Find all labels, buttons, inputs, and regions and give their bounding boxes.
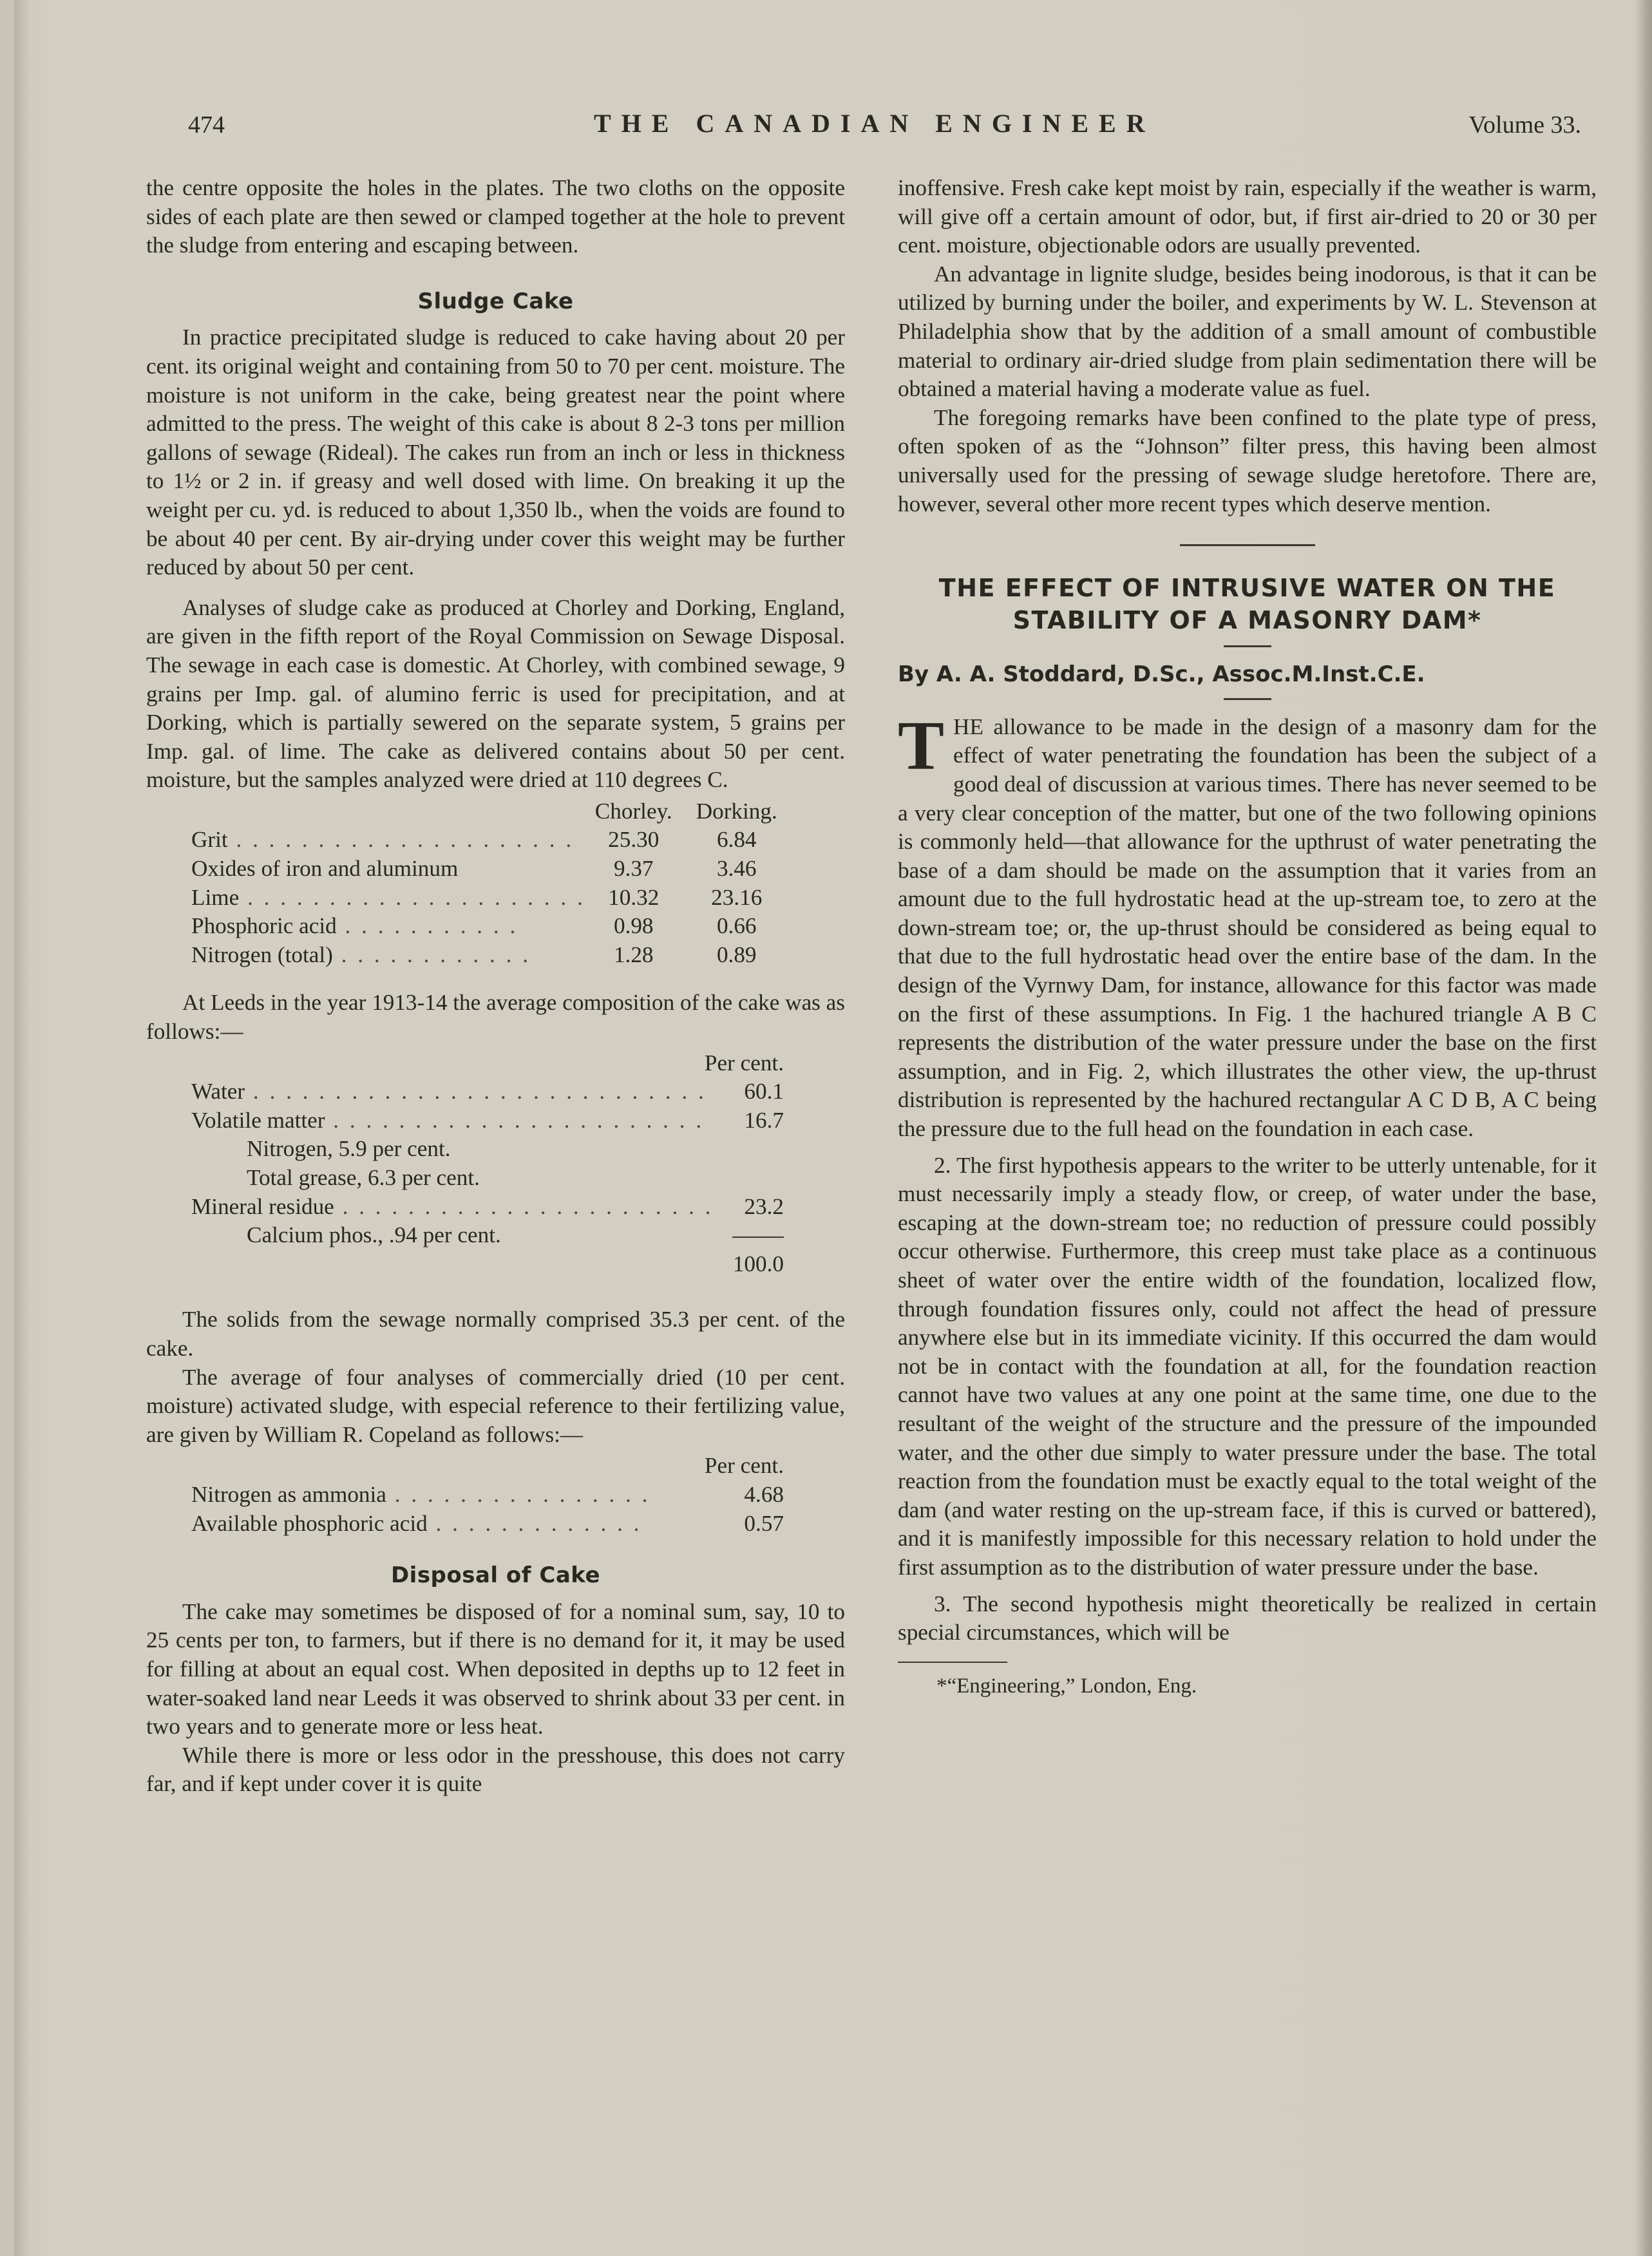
dorking-value: 6.84	[716, 827, 757, 853]
lignite-paragraph: An advantage in lignite sludge, besides being inodorous, is that it can be utilized by burning under the boiler, and experiments by W. L. Stevenson at Philadelphia show that by the addition of a small amount of combustible material to ordinary air-dried sludge from plain sedimentation there will be obtained a material having a moderate value as fuel.	[898, 261, 1597, 402]
article-byline: By A. A. Stoddard, D.Sc., Assoc.M.Inst.C.E.	[898, 661, 1425, 688]
dorking-value: 0.89	[716, 942, 757, 967]
foregoing-paragraph: The foregoing remarks have been confined to the plate type of press, often spoken of as the “Johnson” filter press, this having been almost universally used for the pressing of sewage sludge heretofore. There are, however, several other more recent types which deserve mention.	[898, 404, 1597, 517]
solids-paragraph: The solids from the sewage normally comprised 35.3 per cent. of the cake.	[146, 1307, 845, 1361]
leeds-paragraph: At Leeds in the year 1913-14 the average composition of the cake was as follows:—	[146, 990, 845, 1045]
third-paragraph: 3. The second hypothesis might theoretically be realized in certain special circumstances, which will be	[898, 1591, 1597, 1645]
sub-row	[191, 1164, 784, 1193]
volume-label: Volume 33.	[1468, 111, 1581, 138]
disposal-paragraph: The cake may sometimes be disposed of for a nominal sum, say, 10 to 25 cents per ton, to farmers, but if there is no demand for it, it may be used for filling at about an equal cost. When deposited in depths up to 12 feet in water-soaked land near Leeds it was observed to shrink about 33 per cent. in two years and to generate more or less heat.	[146, 1598, 845, 1739]
leeds-composition-table	[191, 1049, 784, 1279]
sludge-cake-paragraph: In practice precipitated sludge is reduced to cake having about 20 per cent. its original weight and containing from 50 to 70 per cent. moisture. The moisture is not uniform in the cake, being greatest near the point where admitted to the press. The weight of this cake is about 8 2-3 tons per million gallons of sewage (Rideal). The cakes run from an inch or less in thickness to 1½ or 2 in. if greasy and well dosed with lime. On breaking it up the weight per cu. yd. is reduced to about 1,350 lb., when the voids are found to be about 40 per cent. By air-drying under cover this weight may be further reduced by about 50 per cent.	[146, 325, 845, 580]
table-row: Mineral residue . . . . . . . . . . . . . . . . . . . . . . . 23.2	[191, 1193, 784, 1222]
intro-paragraph: the centre opposite the holes in the plates. The two cloths on the opposite sides of each plate are then sewed or clamped together at the hole to prevent the sludge from entering and escaping between.	[146, 175, 845, 258]
sub-row	[191, 1135, 784, 1164]
analysis-table-header	[191, 797, 792, 826]
article-title: THE EFFECT OF INTRUSIVE WATER ON THE STABILITY OF A MASONRY DAM*	[938, 574, 1556, 635]
row-value: 23.2	[744, 1193, 784, 1219]
sub-row	[191, 1221, 784, 1250]
second-paragraph: 2. The first hypothesis appears to the writer to be utterly untenable, for it must necessarily imply a steady flow, or creep, of water under the base, escaping at the down-stream toe; no reduction of pressure could possibly occur otherwise. Furthermore, this creep must take place as a continuous sheet of water over the entire width of the foundation, localized flow, through foundation fissures only, could not affect the head of pressure anywhere else but in its immediate vicinity. If this occurred the dam would not be in contact with the foundation at all, for the foundation reaction cannot have two values at any one point at the same time, one due to the resultant of the weight of the structure and the pressure of the impounded water, and the other due simply to water pressure under the base. The total reaction from the foundation must be exactly equal to the total weight of the dam (and water resting on the up-stream face, if this is curved or battered), and it is manifestly impossible for this necessary relation to hold under the first assumption as to the distribution of water pressure under the base.	[898, 1152, 1597, 1580]
copeland-paragraph: The average of four analyses of commercially dried (10 per cent. moisture) activated sludge, with especial reference to their fertilizing value, are given by William R. Copeland as follows:—	[146, 1364, 845, 1447]
row-label: Grit	[191, 827, 228, 853]
page-header	[14, 103, 1652, 142]
right-column	[898, 174, 1597, 1700]
dorking-value: 23.16	[711, 884, 763, 910]
first-paragraph	[898, 707, 1597, 1144]
footnote-rule	[898, 1662, 1007, 1663]
footnote: *“Engineering,” London, Eng.	[936, 1674, 1197, 1698]
row-label: Nitrogen as ammonia	[191, 1481, 386, 1507]
dorking-value: 0.66	[716, 913, 757, 939]
column-header-chorley: Chorley.	[594, 798, 672, 824]
row-label: Nitrogen, 5.9 per cent.	[247, 1136, 451, 1162]
table-row: Available phosphoric acid . . . . . . . . . . . . . 0.57	[191, 1510, 784, 1539]
disposal-heading: Disposal of Cake	[390, 1562, 601, 1589]
table-row: Water . . . . . . . . . . . . . . . . . . . . . . . . . . . . 60.1	[191, 1077, 784, 1106]
drop-cap: T	[898, 707, 945, 784]
first-paragraph-text: HE allowance to be made in the design of a masonry dam for the effect of water penetrating the foundation has been the subject of a good deal of discussion at various times. There has never seemed to be a very clear conception of the matter, but one of the two following opinions is commonly held—that allowance for the upthrust of water penetrating the base of a dam should be made on the assumption that it varies from an amount due to the full hydrostatic head at the up-stream toe, to zero at the down-stream toe; or, the up-thrust should be considered as being equal to that due to the full hydrostatic head over the entire base of the dam. In the design of the Vyrnwy Dam, for instance, allowance for this factor was made on the first of these assumptions. In Fig. 1 the hachured triangle A B C represents the distribution of the water pressure under the base on the first assumption, and in Fig. 2, which illustrates the other view, the up-thrust distribution is represented by the hachured rectangular A C D B, A C being the pressure due to the full head on the foundation in each case.	[898, 714, 1597, 1142]
row-label: Mineral residue	[191, 1193, 334, 1219]
sludge-cake-heading: Sludge Cake	[417, 288, 574, 314]
row-label: Oxides of iron and aluminum	[191, 856, 459, 882]
table-row: Nitrogen as ammonia . . . . . . . . . . . . . . . . 4.68	[191, 1481, 784, 1510]
table-row	[191, 855, 792, 884]
row-label: Calcium phos., .94 per cent.	[247, 1222, 501, 1248]
table-row: Volatile matter . . . . . . . . . . . . . . . . . . . . . . . 16.7	[191, 1106, 784, 1135]
row-value: 0.57	[744, 1510, 784, 1536]
continuation-paragraph: inoffensive. Fresh cake kept moist by rain, especially if the weather is warm, will give off a certain amount of odor, but, if first air-dried to 20 or 30 per cent. moisture, objectionable odors are usually prevented.	[898, 175, 1597, 258]
odor-paragraph: While there is more or less odor in the presshouse, this does not carry far, and if kept under cover it is quite	[146, 1742, 845, 1797]
chorley-value: 1.28	[613, 942, 654, 967]
row-label: Water	[191, 1079, 245, 1104]
table-row: Lime . . . . . . . . . . . . . . . . . . . . . 10.32 23.16	[191, 884, 792, 913]
chorley-value: 0.98	[613, 913, 654, 939]
chorley-value: 25.30	[608, 827, 660, 853]
table-row: Grit . . . . . . . . . . . . . . . . . . . . . 25.30 6.84	[191, 826, 792, 855]
table-row: Nitrogen (total) . . . . . . . . . . . . 1.28 0.89	[191, 941, 792, 970]
column-header-dorking: Dorking.	[696, 798, 777, 824]
title-rule	[1224, 645, 1271, 647]
per-cent-header: Per cent.	[704, 1050, 784, 1076]
journal-page	[14, 0, 1652, 2256]
table-row: Phosphoric acid . . . . . . . . . . . 0.98 0.66	[191, 912, 792, 941]
row-label: Lime	[191, 884, 240, 910]
row-label: Nitrogen (total)	[191, 942, 333, 967]
sum-rule	[732, 1237, 784, 1238]
journal-title: THE CANADIAN ENGINEER	[594, 109, 1155, 138]
total-value: 100.0	[732, 1251, 784, 1276]
row-label: Total grease, 6.3 per cent.	[247, 1165, 480, 1190]
row-value: 60.1	[744, 1079, 784, 1104]
byline-rule	[1224, 698, 1271, 700]
row-value: 4.68	[744, 1481, 784, 1507]
row-value: 16.7	[744, 1107, 784, 1133]
dorking-value: 3.46	[716, 856, 757, 882]
row-label: Available phosphoric acid	[191, 1510, 428, 1536]
analyses-paragraph: Analyses of sludge cake as produced at Chorley and Dorking, England, are given in the fifth report of the Royal Commission on Sewage Disposal. The sewage in each case is domestic. At Chorley, with combined sewage, 9 grains per Imp. gal. of alumino ferric is used for precipitation, and at Dorking, which is partially sewered on the separate system, 5 grains per Imp. gal. of lime. The cake as delivered contains about 50 per cent. moisture, but the samples analyzed were dried at 110 degrees C.	[146, 594, 845, 793]
per-cent-header: Per cent.	[704, 1453, 784, 1479]
section-divider	[1180, 544, 1315, 546]
analysis-table	[191, 797, 792, 970]
row-label: Volatile matter	[191, 1107, 325, 1133]
copeland-table	[191, 1452, 784, 1538]
total-row	[191, 1250, 784, 1279]
chorley-value: 9.37	[613, 856, 654, 882]
left-column	[146, 174, 845, 1799]
page-number: 474	[188, 111, 225, 138]
row-label: Phosphoric acid	[191, 913, 337, 939]
chorley-value: 10.32	[608, 884, 660, 910]
